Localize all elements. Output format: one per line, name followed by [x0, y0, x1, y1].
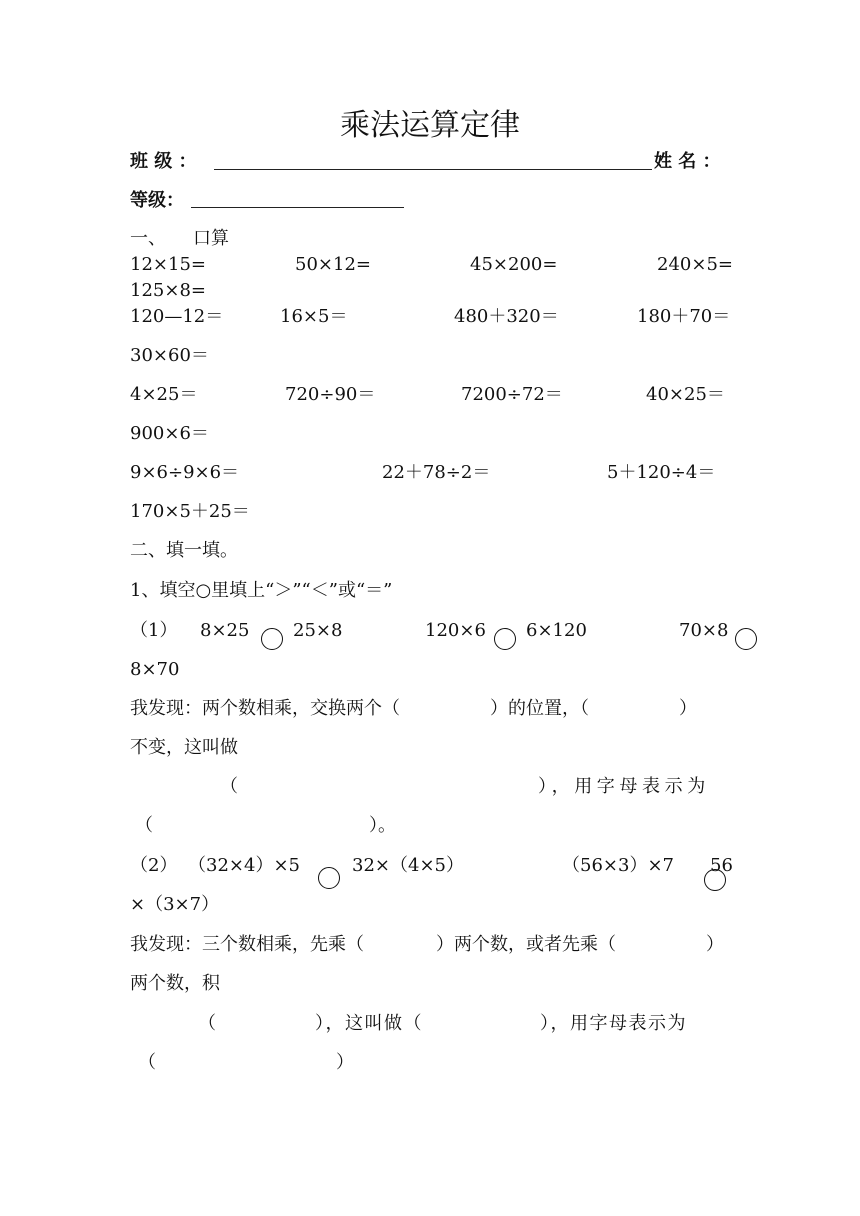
finding-text: 两个数，积 [130, 973, 220, 994]
calc-item: 125×8= [130, 280, 206, 301]
compare-right: 6×120 [526, 620, 587, 641]
compare-circle[interactable] [318, 867, 340, 889]
part2-number: （2） [130, 855, 178, 876]
finding-text: 不变，这叫做 [130, 737, 238, 758]
calc-item: 5＋120÷4＝ [607, 462, 716, 483]
compare-circle[interactable] [261, 628, 283, 650]
page-title: 乘法运算定律 [340, 108, 520, 143]
calc-item: 7200÷72＝ [461, 384, 563, 405]
compare-circle[interactable] [494, 628, 516, 650]
part1-number: （1） [130, 620, 178, 641]
calc-item: 22＋78÷2＝ [382, 462, 491, 483]
compare-right: 56 [710, 855, 733, 876]
compare-left: 70×8 [679, 620, 729, 641]
q1-prompt: 1、填空○里填上“＞”“＜”或“＝” [130, 580, 393, 601]
finding-text: 我发现：三个数相乘，先乘（ ）两个数，或者先乘（ ） [130, 934, 724, 955]
compare-left: （56×3）×7 [562, 855, 674, 876]
compare-circle[interactable] [735, 628, 757, 650]
section1-heading: 口算 [193, 228, 229, 249]
name-label: 姓 名 ： [654, 151, 721, 172]
calc-item: 40×25＝ [646, 384, 725, 405]
compare-right: 8×70 [130, 659, 180, 680]
calc-item: 16×5＝ [280, 306, 348, 327]
finding-text: ），用字母表示为 [538, 776, 710, 797]
compare-left: 120×6 [425, 620, 486, 641]
calc-item: 900×6＝ [130, 423, 209, 444]
calc-item: 170×5＋25＝ [130, 501, 250, 522]
calc-item: 30×60＝ [130, 345, 209, 366]
compare-right: 32×（4×5） [352, 855, 464, 876]
class-field[interactable] [214, 169, 652, 170]
section2-heading: 二、填一填。 [130, 540, 238, 561]
compare-circle[interactable] [704, 869, 726, 891]
finding-text: （ ） [138, 1052, 354, 1073]
calc-item: 120—12＝ [130, 306, 224, 327]
calc-item: 180＋70＝ [637, 306, 731, 327]
calc-item: 480＋320＝ [454, 306, 559, 327]
compare-left: （32×4）×5 [188, 855, 300, 876]
calc-item: 240×5= [657, 254, 733, 275]
finding-text: （ ），这叫做（ ），用字母表示为 [198, 1013, 687, 1034]
class-label: 班 级 ： [130, 151, 197, 172]
finding-text: （ ）。 [135, 815, 396, 836]
calc-item: 45×200= [470, 254, 558, 275]
finding-text: 我发现：两个数相乘，交换两个（ ）的位置，（ ） [130, 698, 697, 719]
compare-right: 25×8 [293, 620, 343, 641]
compare-right: ×（3×7） [130, 894, 220, 915]
section1-number: 一、 [130, 228, 166, 249]
grade-field[interactable] [191, 207, 404, 208]
calc-item: 50×12= [295, 254, 371, 275]
calc-item: 9×6÷9×6＝ [130, 462, 240, 483]
calc-item: 720÷90＝ [285, 384, 376, 405]
calc-item: 12×15= [130, 254, 206, 275]
grade-label: 等级： [130, 190, 184, 211]
compare-left: 8×25 [200, 620, 250, 641]
answer-paren-open: （ [220, 776, 238, 797]
calc-item: 4×25＝ [130, 384, 198, 405]
